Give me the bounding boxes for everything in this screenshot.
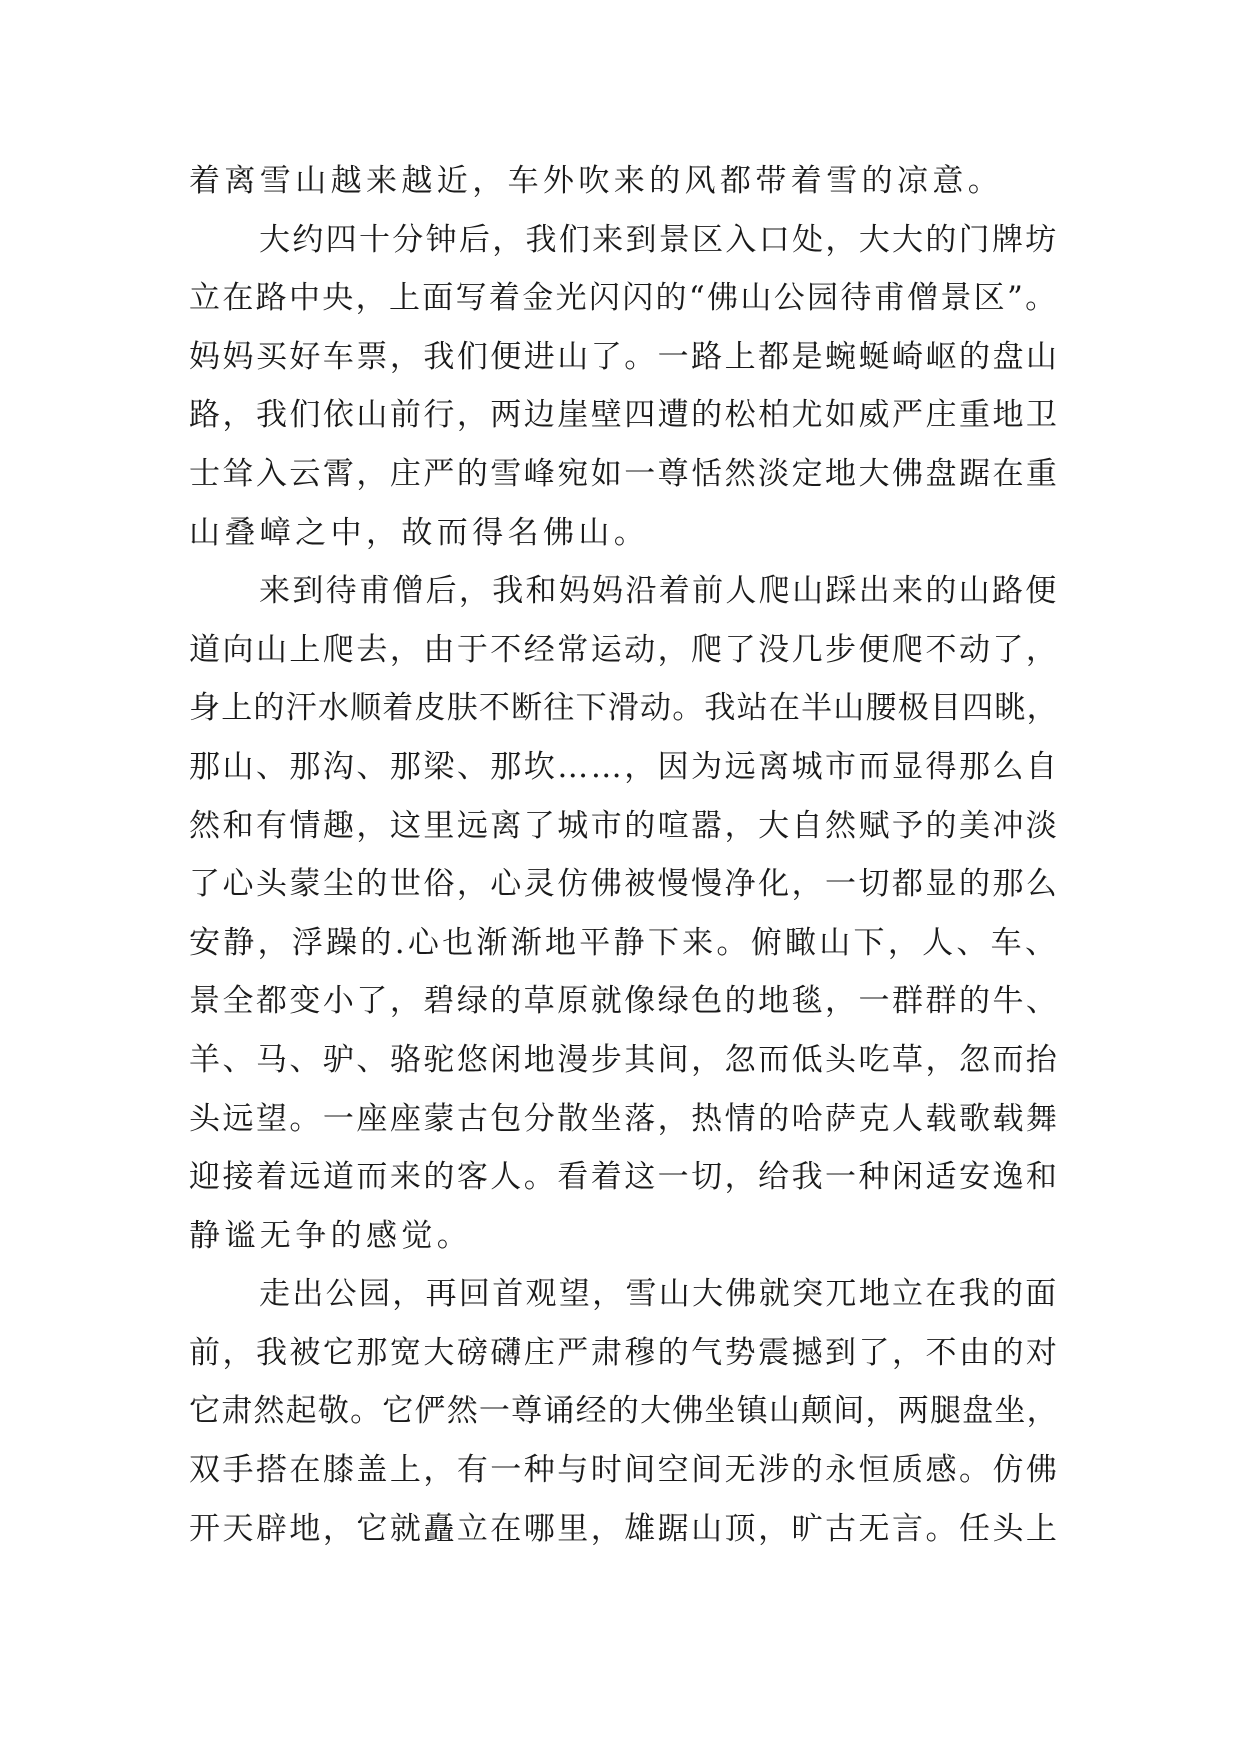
- text-line: 着离雪山越来越近，车外吹来的风都带着雪的凉意。: [189, 163, 1004, 199]
- text-line: 道向山上爬去，由于不经常运动，爬了没几步便爬不动了，: [189, 631, 1060, 668]
- text-line: 羊、马、驴、骆驼悠闲地漫步其间，忽而低头吃草，忽而抬: [189, 1041, 1060, 1078]
- text-line: 前，我被它那宽大磅礴庄严肃穆的气势震撼到了，不由的对: [189, 1334, 1060, 1371]
- text-line: 安静，浮躁的.心也渐渐地平静下来。俯瞰山下，人、车、: [189, 924, 1060, 961]
- text-line: 路，我们依山前行，两边崖壁四遭的松柏尤如威严庄重地卫: [189, 397, 1060, 434]
- text-line: 立在路中央，上面写着金光闪闪的“佛山公园待甫僧景区”。: [189, 280, 1059, 317]
- text-line: 走出公园，再回首观望，雪山大佛就突兀地立在我的面: [259, 1276, 1059, 1313]
- text-line: 身上的汗水顺着皮肤不断往下滑动。我站在半山腰极目四眺，: [189, 690, 1059, 727]
- body-text: [189, 152, 1059, 1558]
- text-line: 了心头蒙尘的世俗，心灵仿佛被慢慢净化，一切都显的那么: [189, 866, 1060, 903]
- text-line: 来到待甫僧后，我和妈妈沿着前人爬山踩出来的山路便: [259, 573, 1059, 610]
- text-line: 景全都变小了，碧绿的草原就像绿色的地毯，一群群的牛、: [189, 983, 1060, 1020]
- text-line: 开天辟地，它就矗立在哪里，雄踞山顶，旷古无言。任头上: [189, 1510, 1060, 1547]
- text-line: 静谧无争的感觉。: [189, 1217, 473, 1254]
- text-line: 那山、那沟、那梁、那坎……，因为远离城市而显得那么自: [189, 748, 1060, 785]
- text-line: 双手搭在膝盖上，有一种与时间空间无涉的永恒质感。仿佛: [189, 1452, 1060, 1489]
- text-line: 然和有情趣，这里远离了城市的喧嚣，大自然赋予的美冲淡: [189, 807, 1060, 844]
- text-line: 头远望。一座座蒙古包分散坐落，热情的哈萨克人载歌载舞: [189, 1100, 1060, 1137]
- text-line: 大约四十分钟后，我们来到景区入口处，大大的门牌坊: [259, 221, 1059, 258]
- text-line: 妈妈买好车票，我们便进山了。一路上都是蜿蜒崎岖的盘山: [189, 338, 1060, 375]
- text-line: 士耸入云霄，庄严的雪峰宛如一尊恬然淡定地大佛盘踞在重: [189, 455, 1060, 492]
- text-line: 山叠嶂之中，故而得名佛山。: [189, 514, 650, 551]
- text-line: 它肃然起敬。它俨然一尊诵经的大佛坐镇山颠间，两腿盘坐，: [189, 1393, 1059, 1430]
- text-line: 迎接着远道而来的客人。看着这一切，给我一种闲适安逸和: [189, 1159, 1060, 1196]
